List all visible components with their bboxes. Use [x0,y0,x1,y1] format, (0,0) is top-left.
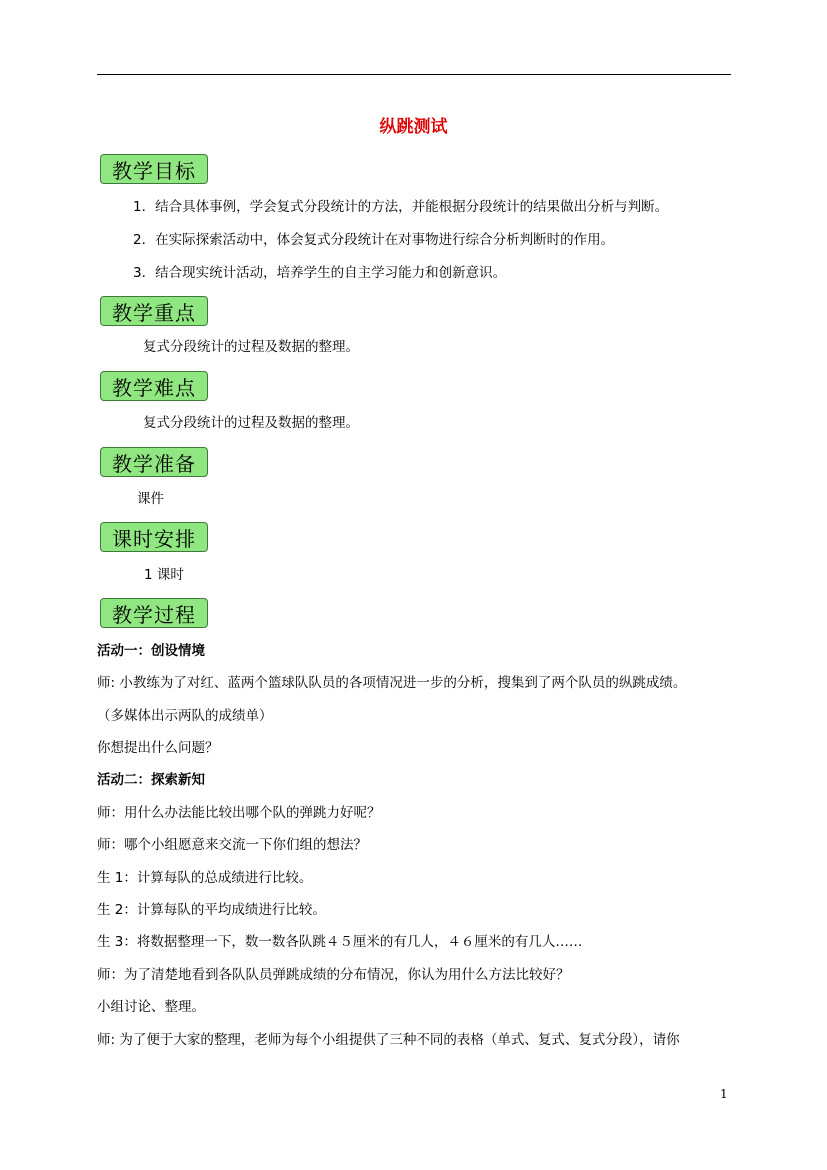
section-heading-key-points: 教学重点 [100,296,208,326]
section-heading-process: 教学过程 [100,598,208,628]
process-line: 生 2：计算每队的平均成绩进行比较。 [97,902,326,918]
schedule-text: 1 课时 [144,567,184,583]
process-line: 师：用什么办法能比较出哪个队的弹跳力好呢？ [97,805,381,821]
section-heading-preparation: 教学准备 [100,447,208,477]
process-line: 师: 小教练为了对红、蓝两个篮球队队员的各项情况进一步的分析，搜集到了两个队员的纵跳成绩。 [97,675,687,691]
preparation-text: 课件 [137,491,164,507]
section-heading-difficulties: 教学难点 [100,371,208,401]
activity-heading: 活动一：创设情境 [97,643,205,659]
process-line: 生 3：将数据整理一下，数一数各队跳４５厘米的有几人，４６厘米的有几人…… [97,934,583,950]
page-number: 1 [720,1087,728,1101]
header-rule [97,74,731,75]
process-line: （多媒体出示两队的成绩单） [97,708,273,724]
process-line: 师: 为了便于大家的整理，老师为每个小组提供了三种不同的表格（单式、复式、复式分段），请你 [97,1032,680,1048]
difficulties-text: 复式分段统计的过程及数据的整理。 [143,415,359,431]
process-line: 师：为了清楚地看到各队队员弹跳成绩的分布情况，你认为用什么方法比较好？ [97,967,570,983]
goal-item: 1．结合具体事例，学会复式分段统计的方法，并能根据分段统计的结果做出分析与判断。 [133,199,669,215]
key-points-text: 复式分段统计的过程及数据的整理。 [143,339,359,355]
process-line: 师：哪个小组愿意来交流一下你们组的想法？ [97,837,367,853]
process-line: 小组讨论、整理。 [97,999,205,1015]
document-title: 纵跳测试 [379,117,448,137]
process-line: 生 1：计算每队的总成绩进行比较。 [97,870,313,886]
section-heading-goals: 教学目标 [100,154,208,184]
process-line: 你想提出什么问题？ [97,740,219,756]
section-heading-schedule: 课时安排 [100,522,208,552]
goal-item: 3．结合现实统计活动，培养学生的自主学习能力和创新意识。 [133,265,507,281]
activity-heading: 活动二：探索新知 [97,772,205,788]
goal-item: 2．在实际探索活动中，体会复式分段统计在对事物进行综合分析判断时的作用。 [133,232,615,248]
